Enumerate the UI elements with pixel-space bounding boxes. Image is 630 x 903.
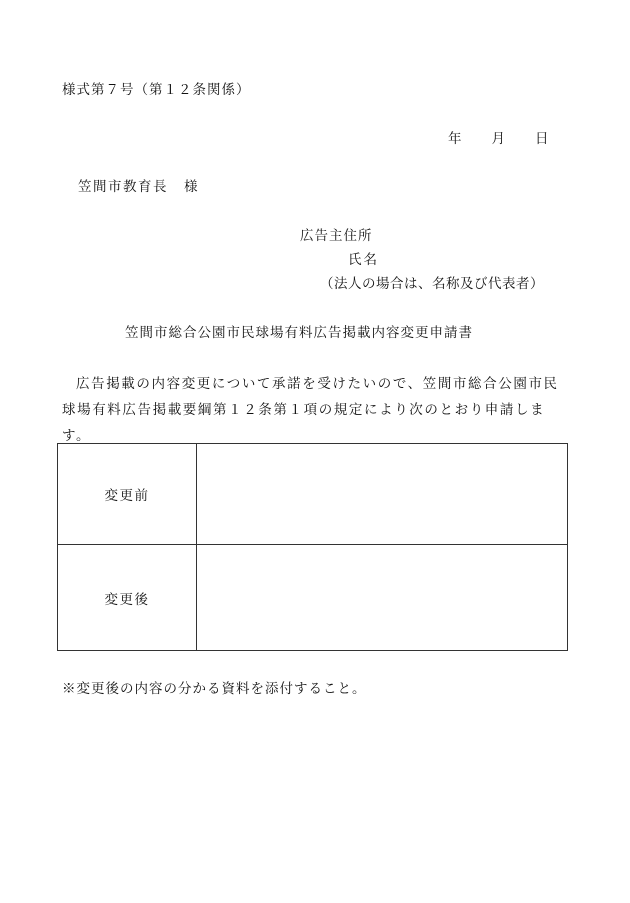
change-table xyxy=(57,443,568,651)
row-label-before: 変更前 xyxy=(58,444,197,545)
recipient xyxy=(78,181,199,195)
applicant-address-label: 広告主住所 xyxy=(300,228,373,244)
recipient-name: 笠間市教育長 xyxy=(78,179,168,195)
applicant-name-label: 氏名 xyxy=(348,252,379,268)
table-row xyxy=(58,444,568,545)
body-text: 広告掲載の内容変更について承諾を受けたいので、笠間市総合公園市民球場有料広告掲載要綱第１２条第１項の規定により次のとおり申請します。 xyxy=(62,376,559,444)
date-line xyxy=(448,133,549,147)
row-label-after: 変更後 xyxy=(58,545,197,651)
form-number: 様式第７号（第１２条関係） xyxy=(62,82,251,98)
row-value-after xyxy=(197,545,568,651)
footnote: ※変更後の内容の分かる資料を添付すること。 xyxy=(62,681,367,697)
date-year-label: 年 xyxy=(448,131,462,147)
date-day-label: 日 xyxy=(535,131,549,147)
table-row xyxy=(58,545,568,651)
recipient-honorific: 様 xyxy=(184,179,199,195)
date-month-label: 月 xyxy=(491,131,505,147)
document-title: 笠間市総合公園市民球場有料広告掲載内容変更申請書 xyxy=(125,325,473,341)
applicant-note: （法人の場合は、名称及び代表者） xyxy=(320,276,544,292)
row-value-before xyxy=(197,444,568,545)
